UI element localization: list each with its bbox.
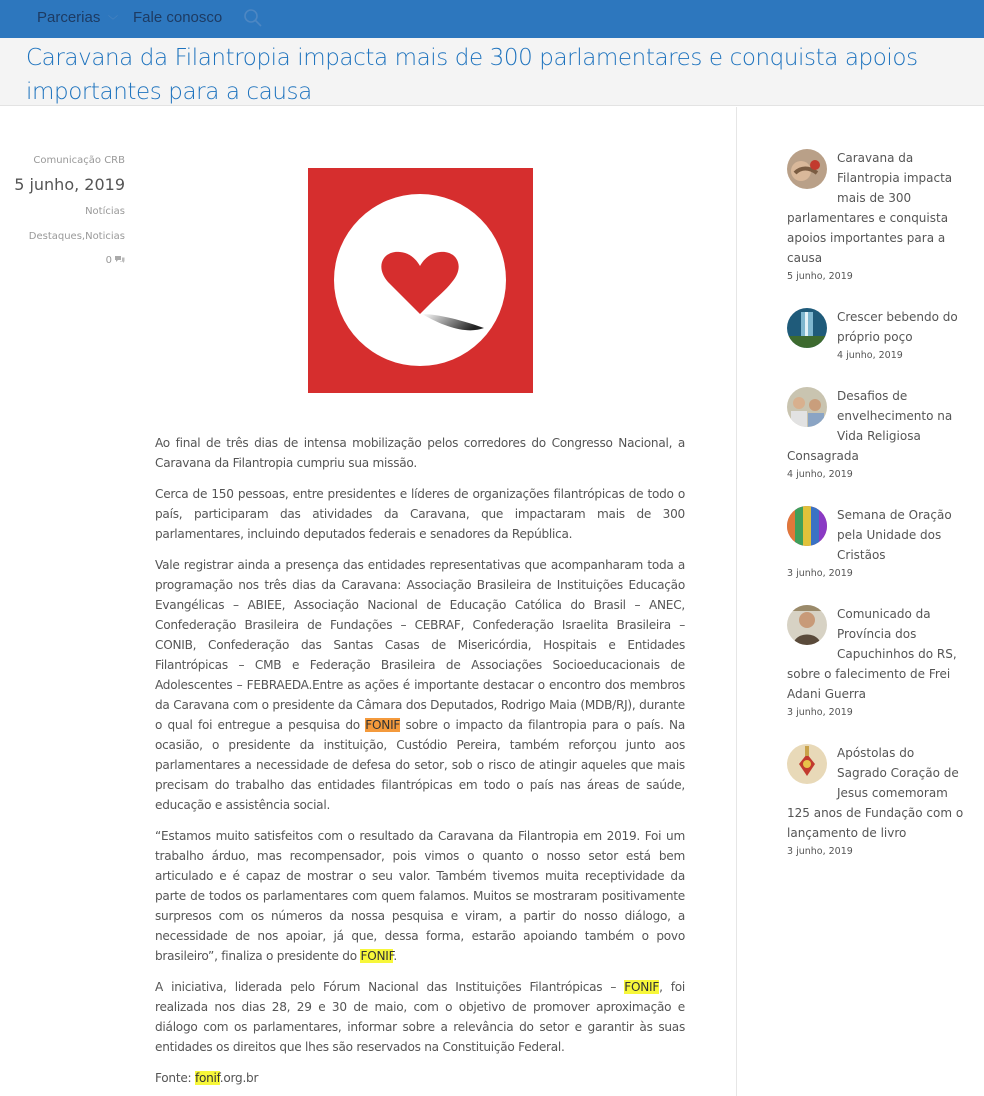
recent-post[interactable] [787, 386, 967, 480]
fonif-highlight: FONIF [365, 718, 401, 732]
article-paragraph: Ao final de três dias de intensa mobilização pelos corredores do Congresso Nacional, a Caravana da Filantropia cumpriu sua missão. [155, 436, 685, 470]
recent-post-date: 5 junho, 2019 [787, 271, 853, 282]
recent-post-date: 3 junho, 2019 [787, 707, 853, 718]
post-thumbnail[interactable] [787, 387, 827, 427]
recent-post[interactable] [787, 148, 967, 282]
fonif-highlight: fonif [194, 1071, 220, 1085]
comment-icon [114, 255, 125, 264]
recent-post-title[interactable]: Caravana da Filantropia impacta mais de 300 parlamentares e conquista apoios importantes para a causa [787, 151, 953, 265]
post-comments[interactable] [106, 255, 125, 266]
post-thumbnail[interactable] [787, 506, 827, 546]
post-thumbnail[interactable] [787, 605, 827, 645]
recent-post-title[interactable]: Apóstolas do Sagrado Coração de Jesus comemoram 125 anos de Fundação com o lançamento de livro [787, 746, 964, 840]
recent-post-title[interactable]: Comunicado da Província dos Capuchinhos do RS, sobre o falecimento de Frei Adani Guerra [787, 607, 957, 701]
nav-item-fale-conosco[interactable]: Fale conosco [133, 9, 223, 26]
page-title: Caravana da Filantropia impacta mais de 300 parlamentares e conquista apoios importantes para a causa [26, 45, 918, 105]
fonif-highlight: FONIF [624, 980, 660, 994]
article-source: Fonte: fonif.org.br [155, 1071, 259, 1085]
article-body [155, 433, 685, 1096]
comment-count[interactable]: 0 [105, 255, 112, 266]
recent-post-title[interactable]: Semana de Oração pela Unidade dos Cristãos [837, 508, 952, 562]
post-thumbnail[interactable] [787, 744, 827, 784]
title-banner [0, 38, 984, 106]
nav-item-parcerias[interactable]: Parcerias [37, 9, 101, 26]
top-nav [0, 0, 984, 38]
fonif-highlight: FONIF [360, 949, 394, 963]
recent-post-date: 4 junho, 2019 [837, 350, 903, 361]
recent-post-date: 3 junho, 2019 [787, 568, 853, 579]
article-paragraph: “Estamos muito satisfeitos com o resultado da Caravana da Filantropia em 2019. Foi um trabalho árduo, mas recompensador, pois vimos o quanto o nosso setor está bem articulado e é capaz de mostrar o seu valor. Também tivemos muita receptividade da parte de todos os parlamentares com quem falamos. Muitos se mostraram positivamente surpresos com os números da nossa pesquisa e viram, a partir do nosso diálogo, a necessidade de nos apoiar, já que, dessa forma, estarão apoiando também o povo brasileiro”, finaliza o presidente do FONIF. [155, 829, 685, 963]
recent-post-title[interactable]: Crescer bebendo do próprio poço [837, 310, 958, 344]
recent-post-date: 3 junho, 2019 [787, 846, 853, 857]
article-paragraph: Cerca de 150 pessoas, entre presidentes e líderes de organizações filantrópicas de todo o país, participaram das atividades da Caravana, que impactaram mais de 300 parlamentares, incluindo deputados federais e senadores da República. [155, 487, 685, 541]
article-paragraph: A iniciativa, liderada pelo Fórum Nacional das Instituições Filantrópicas – FONIF, foi realizada nos dias 28, 29 e 30 de maio, com o objetivo de promover aproximação e diálogo com os parlamentares, informar sobre a relevância do setor e garantir às suas entidades os direitos que lhes são reservados na Constituição Federal. [155, 980, 685, 1054]
post-tags[interactable]: Destaques,Noticias [28, 231, 125, 242]
recent-post[interactable] [787, 307, 967, 361]
recent-post[interactable] [787, 604, 967, 718]
post-category[interactable]: Notícias [85, 206, 125, 217]
post-date: 5 junho, 2019 [14, 175, 125, 194]
recent-post[interactable] [787, 505, 967, 579]
post-author[interactable]: Comunicação CRB [33, 155, 125, 166]
post-thumbnail[interactable] [787, 149, 827, 189]
featured-image [308, 168, 533, 393]
heart-logo-icon [308, 168, 533, 393]
search-icon[interactable] [243, 8, 263, 28]
article-paragraph: Vale registrar ainda a presença das entidades representativas que acompanharam toda a programação nos três dias da Caravana: Associação Brasileira de Instituições Educação Evangélicas – ABIEE, Associação Nacional de Educação Católica do Brasil – ANEC, Confederação Brasileira de Fundações – CEBRAF, Confederação Israelita Brasileira – CONIB, Confederação das Santas Casas de Misericórdia, Hospitais e Entidades Filantrópicas – CMB e Federação Brasileira de Associações Socioeducacionais de Adolescentes – FEBRAEDA.Entre as ações é importante destacar o encontro dos membros da Caravana com o presidente da Câmara dos Deputados, Rodrigo Maia (MDB/RJ), durante o qual foi entregue a pesquisa do FONIF sobre o impacto da filantropia para o país. Na ocasião, o presidente da instituição, Custódio Pereira, também reforçou junto aos parlamentares a necessidade de defesa do setor, sob o risco de atingir aqueles que mais precisam do trabalho das entidades filantrópicas em todo o país nas áreas de saúde, educação e assistência social. [155, 558, 685, 812]
chevron-down-icon[interactable]: ﹀ [108, 16, 118, 27]
post-thumbnail[interactable] [787, 308, 827, 348]
recent-post-title[interactable]: Desafios de envelhecimento na Vida Religiosa Consagrada [787, 389, 953, 463]
sidebar-divider [736, 107, 737, 1096]
recent-post-date: 4 junho, 2019 [787, 469, 853, 480]
recent-post[interactable] [787, 743, 967, 857]
